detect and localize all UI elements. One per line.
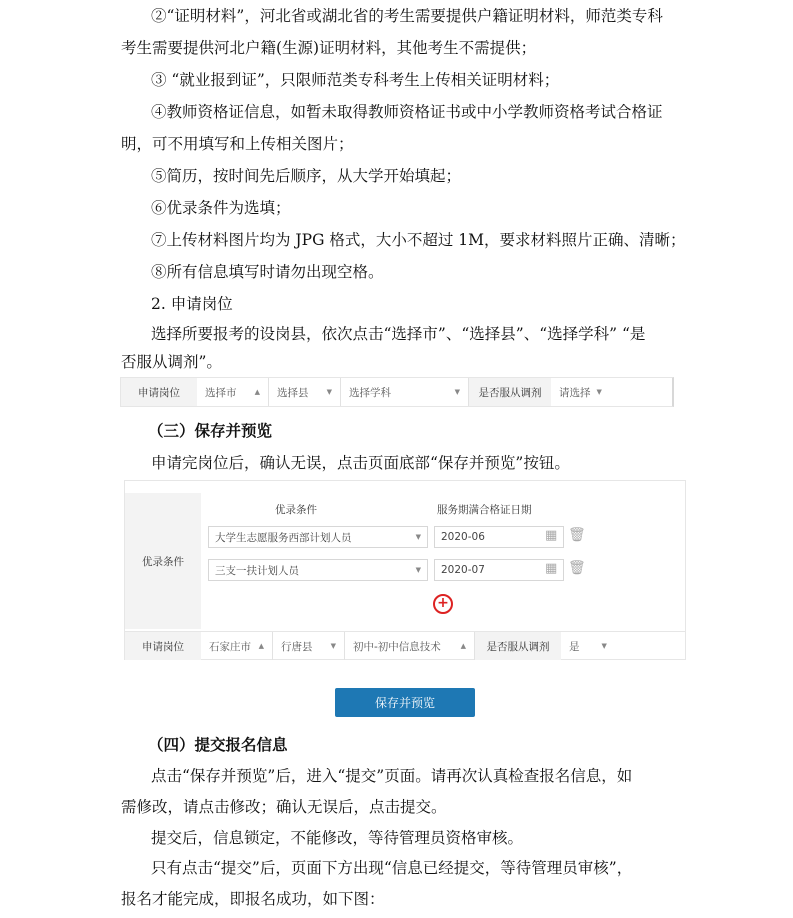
paragraph-resume: ⑤简历，按时间先后顺序，从大学开始填起； bbox=[151, 167, 462, 185]
apply-position-row bbox=[125, 631, 685, 660]
select-subject[interactable] bbox=[341, 378, 469, 406]
select-city[interactable] bbox=[201, 632, 273, 660]
select-county-text: 选择县 bbox=[277, 386, 309, 399]
paragraph-submit-cont: 需修改，请点击修改；确认无误后，点击提交。 bbox=[121, 798, 447, 816]
calendar-icon[interactable]: ▦ bbox=[545, 561, 558, 576]
paragraph-upload-format: ⑦上传材料图片均为 JPG 格式，大小不超过 1M，要求材料照片正确、清晰； bbox=[151, 231, 686, 249]
trash-icon[interactable]: 🗑 bbox=[568, 560, 586, 576]
caret-down-icon: ▼ bbox=[330, 642, 336, 650]
select-county[interactable] bbox=[273, 632, 345, 660]
add-circle-icon[interactable]: + bbox=[433, 594, 453, 614]
adjust-label: 是否服从调剂 bbox=[475, 632, 561, 660]
heading-submit-info: （四）提交报名信息 bbox=[148, 736, 288, 754]
heading-save-preview: （三）保存并预览 bbox=[148, 422, 273, 440]
trash-icon[interactable]: 🗑 bbox=[568, 527, 586, 543]
select-adjust[interactable] bbox=[561, 632, 681, 660]
caret-down-icon: ▼ bbox=[596, 388, 602, 396]
paragraph-submit: 点击“保存并预览”后，进入“提交”页面。请再次认真检查报名信息，如 bbox=[151, 767, 633, 785]
select-adjust-text: 请选择 bbox=[559, 386, 591, 399]
apply-position-label: 申请岗位 bbox=[121, 378, 197, 406]
select-city-text: 石家庄市 bbox=[209, 640, 251, 653]
column-header-date: 服务期满合格证日期 bbox=[437, 504, 532, 516]
paragraph-teacher-license: ④教师资格证信息，如暂未取得教师资格证书或中小学教师资格考试合格证 bbox=[151, 103, 663, 121]
caret-down-icon: ▼ bbox=[415, 566, 421, 574]
caret-down-icon: ▼ bbox=[454, 388, 460, 396]
condition-text-1: 大学生志愿服务西部计划人员 bbox=[215, 531, 352, 544]
save-preview-button[interactable]: 保存并预览 bbox=[335, 688, 475, 717]
select-city-text: 选择市 bbox=[205, 386, 237, 399]
caret-up-icon: ▲ bbox=[460, 642, 466, 650]
paragraph-completion: 只有点击“提交”后，页面下方出现“信息已经提交，等待管理员审核”， bbox=[151, 859, 633, 877]
paragraph-no-spaces: ⑧所有信息填写时请勿出现空格。 bbox=[151, 263, 384, 281]
select-adjust-text: 是 bbox=[569, 640, 580, 653]
apply-position-label: 申请岗位 bbox=[125, 632, 201, 660]
caret-up-icon: ▲ bbox=[258, 642, 264, 650]
caret-down-icon: ▼ bbox=[415, 533, 421, 541]
preferred-conditions-label: 优录条件 bbox=[125, 493, 201, 629]
select-adjust[interactable] bbox=[551, 378, 671, 406]
adjust-label: 是否服从调剂 bbox=[469, 378, 551, 406]
apply-position-bar bbox=[120, 377, 674, 407]
calendar-icon[interactable]: ▦ bbox=[545, 528, 558, 543]
date-text-2: 2020-07 bbox=[441, 564, 485, 576]
paragraph-proof-materials: ②“证明材料”，河北省或湖北省的考生需要提供户籍证明材料，师范类专科 bbox=[151, 7, 663, 25]
paragraph-teacher-license-cont: 明，可不用填写和上传相关图片； bbox=[121, 135, 354, 153]
column-header-condition: 优录条件 bbox=[275, 504, 317, 516]
paragraph-save-preview: 申请完岗位后，确认无误，点击页面底部“保存并预览”按钮。 bbox=[151, 454, 570, 472]
select-city[interactable] bbox=[197, 378, 269, 406]
condition-select-1[interactable] bbox=[208, 526, 428, 548]
select-county[interactable] bbox=[269, 378, 341, 406]
select-county-text: 行唐县 bbox=[281, 640, 313, 653]
section-apply-position: 2. 申请岗位 bbox=[151, 295, 233, 313]
caret-down-icon: ▼ bbox=[326, 388, 332, 396]
paragraph-proof-materials-cont: 考生需要提供河北户籍(生源)证明材料，其他考生不需提供； bbox=[121, 39, 537, 57]
caret-up-icon: ▲ bbox=[254, 388, 260, 396]
select-subject[interactable] bbox=[345, 632, 475, 660]
paragraph-employment-certificate: ③ “就业报到证”，只限师范类专科考生上传相关证明材料； bbox=[151, 71, 560, 89]
condition-select-2[interactable] bbox=[208, 559, 428, 581]
select-subject-text: 初中-初中信息技术 bbox=[353, 640, 441, 653]
select-subject-text: 选择学科 bbox=[349, 386, 391, 399]
paragraph-optional-conditions: ⑥优录条件为选填； bbox=[151, 199, 291, 217]
paragraph-completion-cont: 报名才能完成，即报名成功，如下图： bbox=[121, 890, 385, 908]
preferred-conditions-panel bbox=[124, 480, 686, 660]
paragraph-select-position: 选择所要报考的设岗县，依次点击“选择市”、“选择县”、“选择学科” “是 bbox=[151, 325, 646, 343]
caret-down-icon: ▼ bbox=[601, 642, 607, 650]
paragraph-select-position-cont: 否服从调剂”。 bbox=[121, 353, 222, 371]
paragraph-locked: 提交后，信息锁定，不能修改，等待管理员资格审核。 bbox=[151, 829, 524, 847]
date-text-1: 2020-06 bbox=[441, 531, 485, 543]
condition-text-2: 三支一扶计划人员 bbox=[215, 564, 299, 577]
